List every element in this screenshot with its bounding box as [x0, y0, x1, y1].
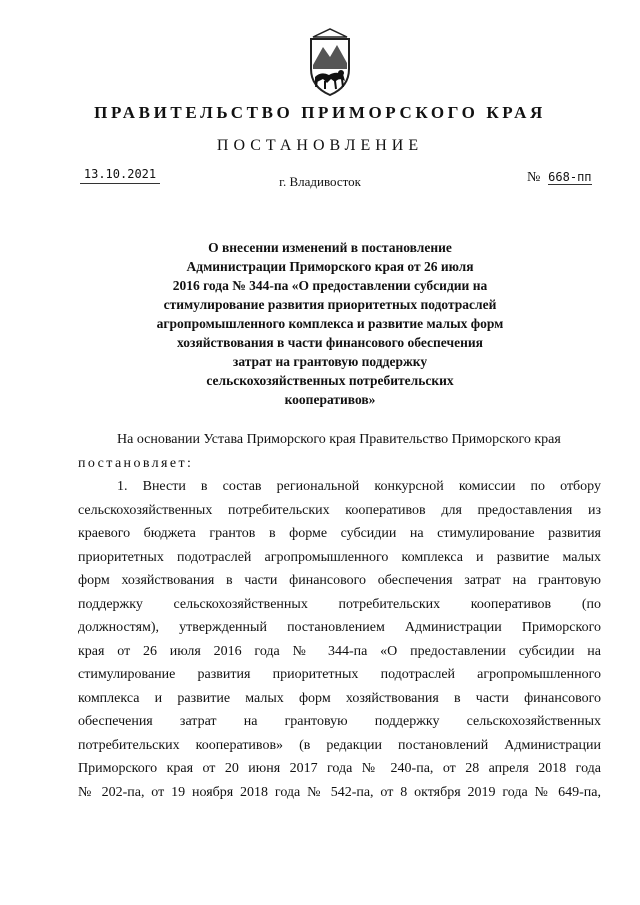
heading-line: Администрации Приморского края от 26 июля — [186, 259, 474, 274]
body-line: На основании Устава Приморского края Правительство Приморского края — [117, 432, 561, 447]
body-line: края от 26 июля 2016 года № 344-па «О предоставлении субсидии на — [78, 643, 601, 659]
body-line: краевого бюджета грантов в форме субсидии на стимулирование развития — [78, 526, 601, 541]
heading-line: стимулирование развития приоритетных подотраслей — [163, 297, 497, 312]
document-date: 13.10.2021 — [80, 167, 160, 184]
document-heading — [120, 238, 540, 409]
document-type: ПОСТАНОВЛЕНИЕ — [216, 137, 424, 154]
number-value: 668-пп — [548, 170, 592, 184]
document-body — [78, 428, 601, 804]
body-line: Приморского края от 20 июня 2017 года № 240-па, от 28 апреля 2018 года — [78, 761, 601, 776]
body-line: приоритетных подотраслей агропромышленного комплекса и развитие малых — [78, 549, 601, 565]
body-line: потребительских кооперативов» (в редакции постановлений Администрации — [78, 737, 601, 753]
body-line: форм хозяйствования в части финансового обеспечения затрат на грантовую — [78, 573, 601, 588]
heading-line: сельскохозяйственных потребительских — [206, 373, 454, 388]
body-line: сельскохозяйственных потребительских кооперативов для предоставления из — [78, 502, 601, 518]
body-line: обеспечения затрат на грантовую поддержку сельскохозяйственных — [78, 714, 601, 729]
body-line: стимулирование развития приоритетных подотраслей агропромышленного — [78, 667, 601, 682]
body-line: должностям), утвержденный постановлением Администрации Приморского — [78, 620, 601, 635]
coat-of-arms-icon — [299, 27, 361, 97]
document-number — [527, 170, 592, 186]
heading-line: агропромышленного комплекса и развитие малых форм — [156, 316, 504, 331]
body-line: поддержку сельскохозяйственных потребительских кооперативов (по — [78, 596, 601, 612]
heading-line: затрат на грантовую поддержку — [232, 354, 428, 369]
body-line: комплекса и развитие малых форм хозяйствования в части финансового — [78, 690, 601, 706]
body-line: 1. Внести в состав региональной конкурсной комиссии по отбору — [117, 479, 601, 494]
heading-line: кооперативов» — [284, 392, 376, 407]
document-city: г. Владивосток — [279, 174, 361, 189]
number-sign: № — [527, 170, 541, 185]
body-line: постановляет: — [78, 455, 194, 471]
heading-line: О внесении изменений в постановление — [208, 240, 452, 255]
heading-line: хозяйствования в части финансового обеспечения — [177, 335, 483, 350]
body-line: № 202-па, от 19 ноября 2018 года № 542-па, от 8 октября 2019 года № 649-па, — [78, 784, 601, 800]
heading-line: 2016 года № 344-па «О предоставлении субсидии на — [172, 278, 488, 293]
government-title: ПРАВИТЕЛЬСТВО ПРИМОРСКОГО КРАЯ — [94, 103, 546, 122]
